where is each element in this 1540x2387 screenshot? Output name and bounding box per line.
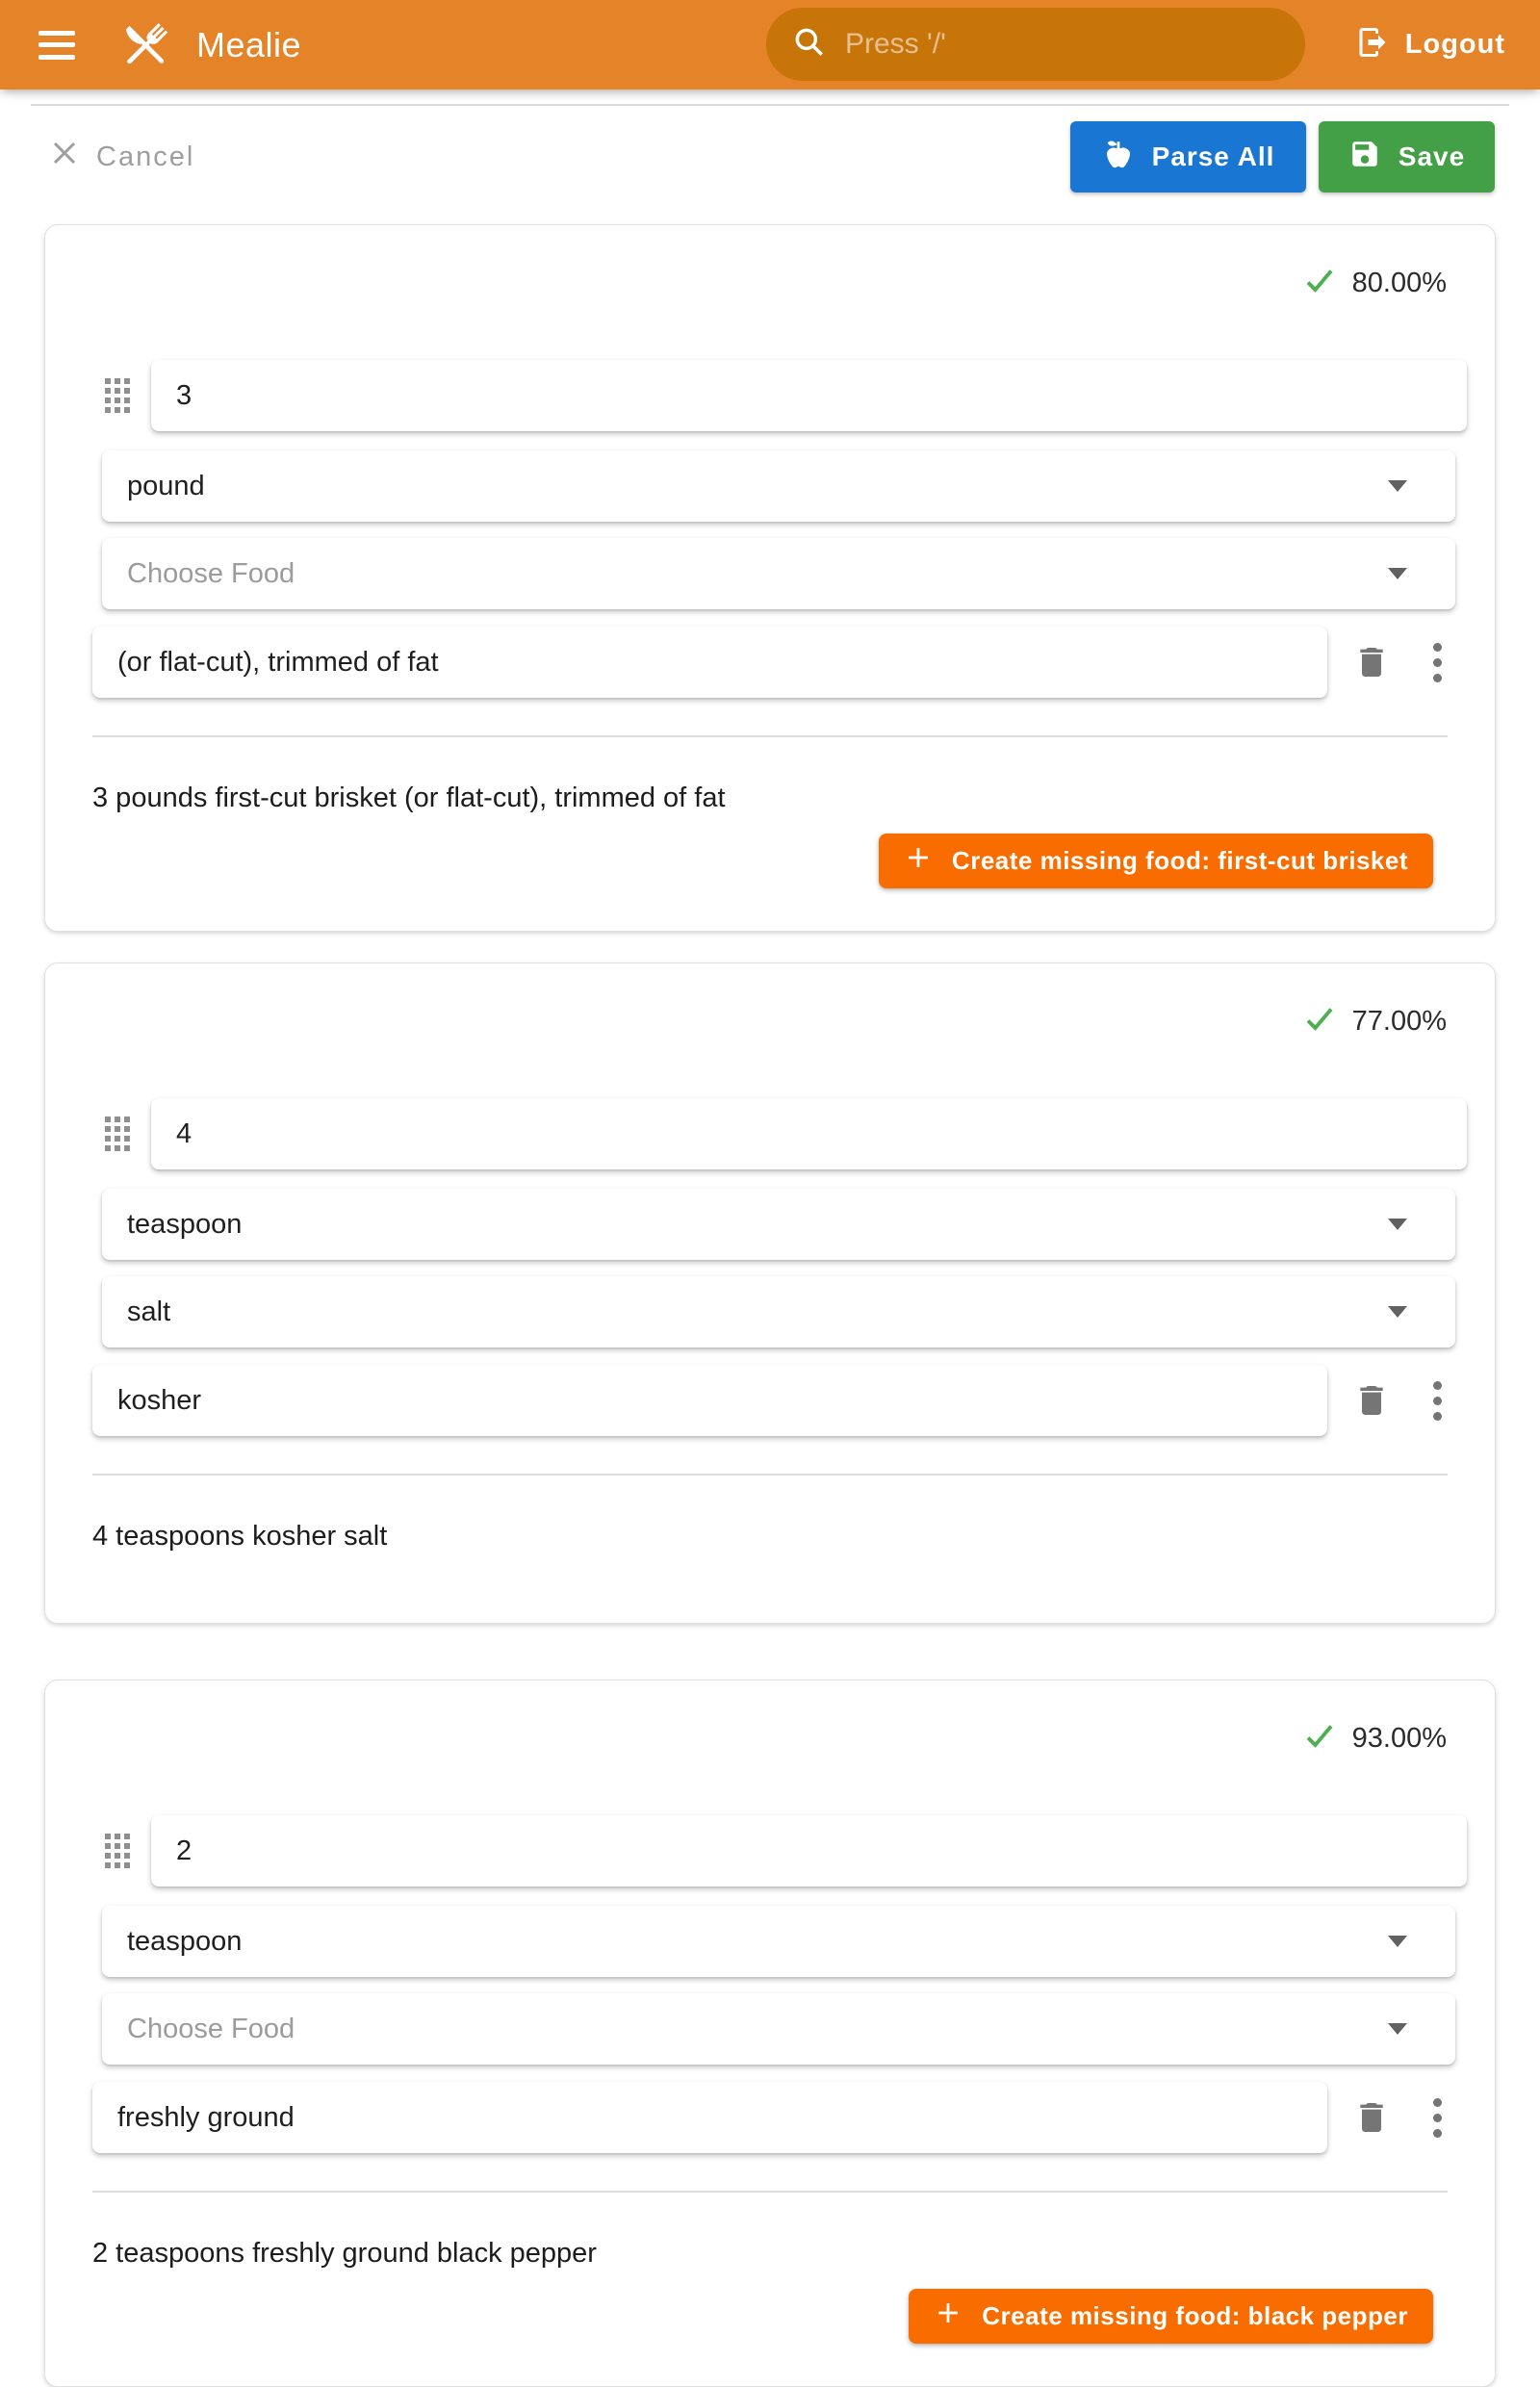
app-bar [0, 0, 1540, 90]
note-field [92, 1365, 1327, 1436]
cancel-button[interactable] [50, 139, 194, 175]
chevron-down-icon [1388, 480, 1407, 492]
food-select[interactable] [102, 1993, 1455, 2065]
drag-handle-icon[interactable] [105, 1834, 130, 1868]
logout-button[interactable] [1355, 0, 1505, 90]
search-bar[interactable] [766, 8, 1305, 81]
delete-button[interactable] [1352, 643, 1391, 681]
original-ingredient-text: 3 pounds first-cut brisket (or flat-cut), trimmed of fat [92, 783, 726, 813]
note-input[interactable] [92, 2102, 1327, 2134]
food-placeholder: Choose Food [127, 557, 295, 589]
unit-value: teaspoon [127, 1208, 243, 1240]
card-divider [92, 2191, 1448, 2193]
note-field [92, 627, 1327, 698]
more-options-icon[interactable] [1420, 639, 1454, 685]
more-options-icon[interactable] [1420, 1377, 1454, 1424]
ingredient-card [44, 962, 1496, 1624]
card-divider [92, 735, 1448, 737]
drag-handle-icon[interactable] [105, 1116, 130, 1151]
ingredient-card [44, 1680, 1496, 2387]
ingredient-card-list [0, 224, 1540, 2387]
plus-icon [904, 843, 933, 879]
quantity-input[interactable] [151, 1835, 1467, 1867]
chevron-down-icon [1388, 568, 1407, 579]
confidence-row [45, 264, 1495, 302]
delete-button[interactable] [1352, 2098, 1391, 2137]
card-divider [92, 1474, 1448, 1476]
search-input[interactable] [845, 28, 1280, 61]
quantity-input[interactable] [151, 380, 1467, 412]
cancel-label: Cancel [96, 141, 195, 172]
create-missing-food-label: Create missing food: black pepper [982, 2301, 1408, 2330]
chevron-down-icon [1388, 1219, 1407, 1230]
check-icon [1302, 1719, 1337, 1758]
quantity-field [151, 1098, 1467, 1169]
menu-icon[interactable] [38, 31, 75, 60]
editor-toolbar [0, 121, 1540, 192]
chevron-down-icon [1388, 2023, 1407, 2035]
unit-value: pound [127, 470, 205, 501]
mealie-logo-icon[interactable] [116, 15, 175, 75]
close-icon [50, 139, 79, 175]
unit-value: teaspoon [127, 1925, 243, 1957]
save-icon [1348, 138, 1381, 177]
drag-handle-icon[interactable] [105, 378, 130, 413]
food-select[interactable] [102, 1276, 1455, 1348]
unit-select[interactable] [102, 1906, 1455, 1977]
search-icon [791, 24, 828, 65]
confidence-value: 77.00% [1351, 1005, 1447, 1037]
header-divider [31, 104, 1509, 106]
apple-icon [1102, 138, 1135, 177]
confidence-value: 93.00% [1351, 1722, 1447, 1754]
plus-icon [934, 2298, 962, 2334]
logout-icon [1355, 25, 1390, 64]
food-value: salt [127, 1296, 171, 1327]
create-missing-food-button[interactable] [909, 2289, 1433, 2344]
confidence-value: 80.00% [1351, 267, 1447, 298]
create-missing-food-label: Create missing food: first-cut brisket [951, 846, 1408, 875]
food-select[interactable] [102, 538, 1455, 609]
delete-button[interactable] [1352, 1381, 1391, 1420]
quantity-field [151, 360, 1467, 431]
unit-select[interactable] [102, 450, 1455, 522]
quantity-field [151, 1815, 1467, 1886]
check-icon [1302, 264, 1337, 303]
create-missing-food-button[interactable] [879, 834, 1433, 888]
unit-select[interactable] [102, 1189, 1455, 1260]
parse-all-label: Parse All [1151, 141, 1275, 171]
original-ingredient-text: 4 teaspoons kosher salt [92, 1521, 388, 1552]
chevron-down-icon [1388, 1936, 1407, 1947]
quantity-input[interactable] [151, 1118, 1467, 1150]
app-title: Mealie [196, 24, 302, 64]
ingredient-card [44, 224, 1496, 932]
logout-label: Logout [1404, 29, 1505, 60]
more-options-icon[interactable] [1420, 2094, 1454, 2141]
check-icon [1302, 1002, 1337, 1041]
note-input[interactable] [92, 647, 1327, 679]
note-field [92, 2082, 1327, 2153]
food-placeholder: Choose Food [127, 2013, 295, 2044]
confidence-row [45, 1719, 1495, 1758]
chevron-down-icon [1388, 1306, 1407, 1318]
save-label: Save [1398, 141, 1466, 171]
original-ingredient-text: 2 teaspoons freshly ground black pepper [92, 2238, 597, 2269]
confidence-row [45, 1002, 1495, 1040]
note-input[interactable] [92, 1385, 1327, 1417]
parse-all-button[interactable] [1070, 121, 1306, 192]
save-button[interactable] [1319, 121, 1495, 192]
